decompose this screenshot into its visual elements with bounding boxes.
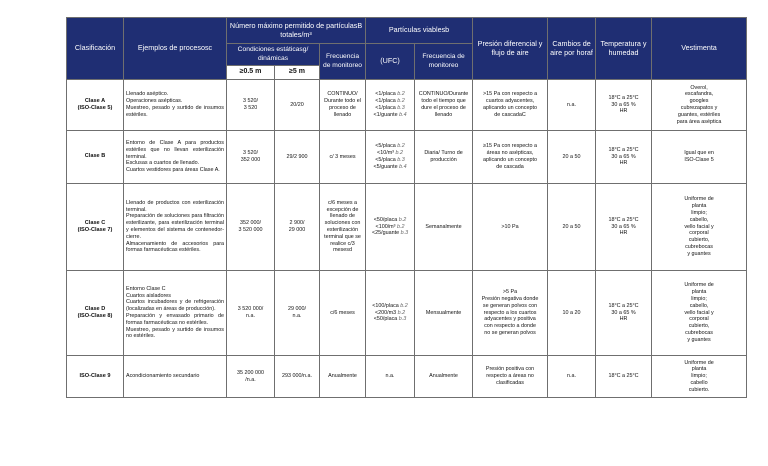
ufc-line: <50/placa b.3 — [373, 316, 407, 323]
value-line: llenado — [434, 111, 453, 118]
header-size-5: ≥5 m — [275, 66, 320, 80]
value-line: ISO-Clase 5 — [684, 157, 714, 163]
cell-particulas-5 — [275, 356, 320, 398]
value-line: >10 Pa — [501, 223, 519, 230]
value-line: Uniforme de — [684, 282, 714, 289]
value-line: soluciones con — [324, 220, 361, 227]
value-line: cabello, — [689, 302, 709, 309]
ufc-line: <1/placa b.2 — [375, 91, 405, 98]
clase-line: ISO-Clase 9 — [79, 372, 111, 379]
clean-room-classification-table — [66, 17, 747, 398]
value-line: escafandra, — [684, 91, 714, 98]
value-line: limpio; — [691, 373, 707, 380]
value-line: aplicando un concepto — [483, 105, 537, 111]
value-line: se generan polvos con — [482, 302, 538, 309]
value-line: 29 000 — [288, 227, 306, 233]
cell-frecuencia — [320, 184, 366, 271]
value-line: 30 a 65 % — [611, 309, 636, 316]
value-line: dure el proceso de — [421, 105, 466, 111]
ufc-footnote: b.2 — [397, 91, 405, 98]
table-body — [67, 80, 747, 398]
value-line: guantes, estériles — [677, 111, 721, 118]
ufc-line: <5/placa b.3 — [375, 157, 405, 163]
value-line: HR — [619, 230, 628, 237]
cell-ufc — [366, 131, 415, 184]
proceso-line: Cuartos aisladores — [126, 292, 171, 299]
proceso-line: Cuartos incubadores y de refrigeración (localizadas en áreas de producción). — [126, 299, 224, 313]
proceso-line: Operaciones asépticas. — [126, 98, 183, 105]
value-line: de cascadaC — [494, 111, 526, 118]
value-line: mesesd — [333, 247, 352, 254]
value-line: Anualmente — [328, 373, 357, 380]
cell-particulas-0-5 — [227, 184, 275, 271]
ufc-line: <100/m³ b.2 — [375, 223, 405, 230]
cell-procesos — [124, 184, 227, 271]
value-line: 3 520/ — [243, 98, 258, 105]
value-line: 18°C a 25°C — [608, 216, 639, 223]
header-ufc: (UFC) — [366, 44, 415, 80]
cell-vestimenta — [652, 131, 747, 184]
proceso-line: Almacenamiento de accesorios para formas farmacéuticas estériles. — [126, 240, 224, 254]
value-line: respecto a los cuartos — [483, 309, 537, 316]
cell-frecuencia-viables — [415, 131, 473, 184]
cell-presion — [473, 356, 548, 398]
clase-line: (ISO-Clase 8) — [77, 313, 113, 319]
proceso-line: Muestreo, pesado y surtido de insumos no estériles. — [126, 326, 224, 340]
ufc-line: <100/placa b.2 — [372, 302, 408, 309]
cell-vestimenta — [652, 184, 747, 271]
value-line: aplicando un concepto — [483, 157, 537, 163]
value-line: n.a. — [292, 313, 302, 319]
clase-line: Clase C — [84, 219, 106, 226]
table-row — [67, 131, 747, 184]
ufc-footnote: b.3 — [397, 105, 405, 111]
value-line: Semanalmente — [425, 223, 462, 230]
cell-presion — [473, 131, 548, 184]
value-line: >5 Pa — [502, 289, 518, 296]
cell-frecuencia — [320, 356, 366, 398]
clase-line: Clase D — [84, 305, 106, 312]
value-line: 29/2 900 — [286, 153, 308, 160]
ufc-line: <1/guante b.4 — [373, 111, 407, 118]
cell-clasificacion — [67, 131, 124, 184]
proceso-line: Llenado aséptico. — [126, 91, 169, 98]
value-line: vello facial y — [684, 223, 714, 230]
value-line: 30 a 65 % — [611, 153, 636, 160]
header-temperatura: Temperatura y humedad — [596, 18, 652, 80]
header-presion: Presión diferencial y flujo de aire — [473, 18, 548, 80]
value-line: Mensualmente — [425, 309, 462, 316]
value-line: planta — [691, 203, 707, 210]
value-line: 3 520 000 — [238, 227, 263, 233]
value-line: cubrebocas — [685, 329, 713, 336]
header-vestimenta: Vestimenta — [652, 18, 747, 80]
value-line: Uniforme de — [684, 196, 714, 203]
value-line: cubrebocas — [685, 243, 713, 250]
ufc-footnote: b.2 — [396, 223, 405, 230]
value-line: c/6 meses — [330, 309, 355, 316]
value-line: ≥15 Pa con respecto a — [483, 143, 537, 150]
value-line: HR — [619, 316, 628, 323]
cell-temperatura — [596, 184, 652, 271]
cell-temperatura — [596, 356, 652, 398]
cell-ufc — [366, 184, 415, 271]
value-line: Anualmente — [429, 373, 458, 380]
cell-frecuencia — [320, 80, 366, 131]
ufc-line: <25/guante b.3 — [371, 230, 409, 237]
proceso-line: Preparación y envasado primario de formas farmacéuticas no estériles. — [126, 313, 224, 326]
cell-cambios — [548, 80, 596, 131]
value-line: 2 900/ — [289, 220, 305, 227]
value-line: de cascada — [496, 163, 524, 170]
value-line: 352 000 — [240, 157, 261, 163]
cell-procesos — [124, 80, 227, 131]
cell-ufc — [366, 80, 415, 131]
cell-procesos — [124, 131, 227, 184]
header-cambios: Cambios de aire por horaf — [548, 18, 596, 80]
cell-particulas-0-5 — [227, 356, 275, 398]
value-line: n.a. — [567, 373, 577, 380]
cell-clasificacion — [67, 271, 124, 356]
cell-vestimenta — [652, 271, 747, 356]
value-line: proceso de — [329, 105, 356, 111]
value-line: 20 a 50 — [562, 153, 581, 160]
value-line: 20 a 50 — [562, 223, 581, 230]
cell-particulas-5 — [275, 80, 320, 131]
cell-particulas-0-5 — [227, 131, 275, 184]
proceso-line: Esclusas a cuartos de llenado. — [126, 160, 200, 167]
cell-vestimenta — [652, 356, 747, 398]
value-line: n.a. — [246, 313, 255, 319]
cell-frecuencia-viables — [415, 184, 473, 271]
value-line: 3 520 000/ — [237, 306, 264, 313]
value-line: 30 a 65 % — [611, 223, 636, 230]
value-line: cubierto, — [688, 237, 710, 244]
cell-frecuencia-viables — [415, 271, 473, 356]
ufc-footnote: b.2 — [397, 309, 406, 316]
value-line: HR — [619, 108, 628, 115]
value-line: producción — [430, 157, 457, 163]
table-row — [67, 80, 747, 131]
header-clasificacion: Clasificación — [67, 18, 124, 80]
ufc-footnote: b.3 — [397, 157, 405, 163]
proceso-line: Cuartos vestidores para áreas Clase A. — [126, 167, 220, 174]
value-line: excepción de — [326, 206, 359, 213]
value-line: googles — [689, 98, 709, 105]
value-line: cubierto. — [688, 386, 710, 393]
value-line: 18°C a 25°C — [608, 146, 639, 153]
value-line: 30 a 65 % — [611, 101, 636, 108]
value-line: CONTINUO/Durante — [418, 91, 469, 98]
header-max-permitido: Número máximo permitido de partículasB totales/m³ — [227, 18, 366, 44]
value-line: n.a. — [567, 101, 577, 108]
cell-temperatura — [596, 131, 652, 184]
value-line: planta — [691, 289, 707, 296]
proceso-line: Entorno Clase C — [126, 285, 166, 292]
value-line: todo el tiempo que — [421, 98, 466, 105]
cell-procesos — [124, 356, 227, 398]
ufc-footnote: b.2 — [400, 302, 408, 309]
value-line: cuartos adyacentes, — [485, 98, 535, 105]
value-line: 20/20 — [290, 101, 304, 108]
value-line: limpio; — [691, 210, 707, 216]
value-line: no se generan polvos — [484, 329, 536, 336]
value-line: CONTINUO/ — [327, 91, 358, 98]
proceso-line: Muestreo, pesado y surtido de insumos estériles. — [126, 105, 224, 118]
ufc-line: <1/placa b.2 — [375, 98, 405, 105]
value-line: Diaria/ Turno de — [424, 150, 463, 157]
cell-cambios — [548, 271, 596, 356]
cell-frecuencia-viables — [415, 80, 473, 131]
cell-clasificacion — [67, 80, 124, 131]
ufc-line: <50/placa b.2 — [373, 216, 407, 223]
value-line: 293 000/n.a. — [282, 373, 312, 380]
value-line: y guantes — [687, 250, 711, 257]
header-size-0-5: ≥0.5 m — [227, 66, 275, 80]
cell-presion — [473, 184, 548, 271]
value-line: corporal — [689, 316, 709, 323]
cell-presion — [473, 80, 548, 131]
value-line: c/6 meses a — [327, 199, 358, 206]
cell-particulas-0-5 — [227, 80, 275, 131]
value-line: >15 Pa con respecto a — [482, 91, 538, 98]
proceso-line: Entorno de Clase A para productos estériles que no llevan esterilización terminal. — [126, 140, 224, 160]
cell-frecuencia-viables — [415, 356, 473, 398]
value-line: HR — [619, 160, 628, 167]
proceso-line: Preparación de soluciones para filtración esterilizante, para esterilización terminal y elementos del sistema de contenedor-cierre. — [126, 213, 224, 240]
value-line: 3 520/ — [243, 150, 258, 157]
table-row — [67, 184, 747, 271]
value-line: 18°C a 25°C — [608, 373, 639, 380]
header-condiciones: Condiciones estáticasg/ dinámicas — [227, 44, 320, 66]
clase-line: Clase B — [84, 153, 106, 160]
value-line: adyacentes y positiva — [484, 316, 536, 323]
value-line: Uniforme de — [684, 359, 714, 366]
value-line: vello facial y — [684, 309, 714, 316]
cell-particulas-5 — [275, 184, 320, 271]
ufc-line: n.a. — [385, 373, 395, 380]
ufc-line: <10/m³ b.2 — [377, 150, 403, 157]
proceso-line: Llenado de productos con esterilización terminal. — [126, 199, 224, 213]
value-line: respecto a áreas no — [486, 373, 534, 380]
value-line: realice c/3 — [330, 240, 355, 247]
value-line: 352 000/ — [240, 220, 261, 227]
cell-vestimenta — [652, 80, 747, 131]
value-line: llenado — [333, 111, 352, 118]
ufc-footnote: b.3 — [398, 316, 407, 323]
value-line: 10 a 20 — [562, 309, 581, 316]
value-line: planta — [691, 366, 707, 373]
cell-procesos — [124, 271, 227, 356]
table-row — [67, 356, 747, 398]
header-particulas-viables: Partículas viablesb — [366, 18, 473, 44]
clase-line: (ISO-Clase 7) — [77, 227, 113, 233]
cell-particulas-0-5 — [227, 271, 275, 356]
value-line: Presión positiva con — [485, 366, 535, 373]
value-line: cubierto, — [688, 323, 710, 330]
cell-temperatura — [596, 271, 652, 356]
header-frecuencia-monitoreo-2: Frecuencia de monitoreo — [415, 44, 473, 80]
ufc-footnote: b.4 — [399, 163, 407, 170]
proceso-line: Acondicionamiento secundario — [126, 373, 200, 380]
value-line: cabello — [690, 379, 708, 386]
value-line: esterilización — [326, 227, 359, 233]
cell-cambios — [548, 184, 596, 271]
table-row — [67, 271, 747, 356]
value-line: 18°C a 25°C — [608, 94, 639, 101]
cell-frecuencia — [320, 131, 366, 184]
cell-temperatura — [596, 80, 652, 131]
cell-particulas-5 — [275, 131, 320, 184]
cell-particulas-5 — [275, 271, 320, 356]
value-line: Durante todo el — [324, 98, 361, 105]
value-line: clasificadas — [496, 379, 524, 386]
cell-presion — [473, 271, 548, 356]
value-line: Presión negativa donde — [481, 296, 539, 302]
ufc-line: <5/guante b.4 — [373, 163, 407, 170]
value-line: con respecto a donde — [484, 323, 536, 330]
value-line: Overol, — [690, 84, 708, 91]
value-line: /n.a. — [245, 376, 256, 383]
cell-frecuencia — [320, 271, 366, 356]
clase-line: Clase A — [84, 97, 106, 104]
ufc-footnote: b.4 — [399, 111, 407, 118]
value-line: para área aséptica — [676, 118, 722, 125]
ufc-line: <200/m3 b.2 — [374, 309, 406, 316]
value-line: llenado de — [330, 213, 355, 220]
value-line: limpio; — [691, 296, 707, 302]
value-line: cubrezapatos y — [680, 105, 718, 111]
ufc-footnote: b.2 — [395, 150, 403, 157]
value-line: Igual que en — [684, 150, 714, 157]
value-line: corporal — [689, 230, 709, 237]
value-line: 18°C a 25°C — [608, 302, 639, 309]
cell-ufc — [366, 356, 415, 398]
value-line: 29 000/ — [288, 306, 306, 313]
table-header — [67, 18, 747, 80]
value-line: 35 200 000 — [237, 369, 264, 376]
ufc-line: <5/placa b.2 — [375, 143, 405, 150]
ufc-footnote: b.3 — [400, 230, 409, 237]
cell-cambios — [548, 131, 596, 184]
cell-cambios — [548, 356, 596, 398]
value-line: c/ 3 meses — [329, 153, 356, 160]
value-line: áreas no asépticas, — [486, 150, 534, 157]
value-line: terminal que se — [324, 233, 361, 240]
value-line: 3 520 — [243, 105, 258, 111]
ufc-footnote: b.2 — [397, 98, 405, 105]
cell-clasificacion — [67, 184, 124, 271]
cell-ufc — [366, 271, 415, 356]
value-line: cabello, — [689, 216, 709, 223]
clase-line: (ISO-Clase 5) — [77, 105, 113, 111]
header-frecuencia-monitoreo: Frecuencia de monitoreo — [320, 44, 366, 80]
ufc-footnote: b.2 — [397, 143, 405, 150]
header-ejemplos: Ejemplos de procesosc — [124, 18, 227, 80]
ufc-footnote: b.2 — [398, 216, 407, 223]
value-line: y guantes — [687, 336, 711, 343]
ufc-line: <1/placa b.3 — [375, 105, 405, 111]
cell-clasificacion — [67, 356, 124, 398]
